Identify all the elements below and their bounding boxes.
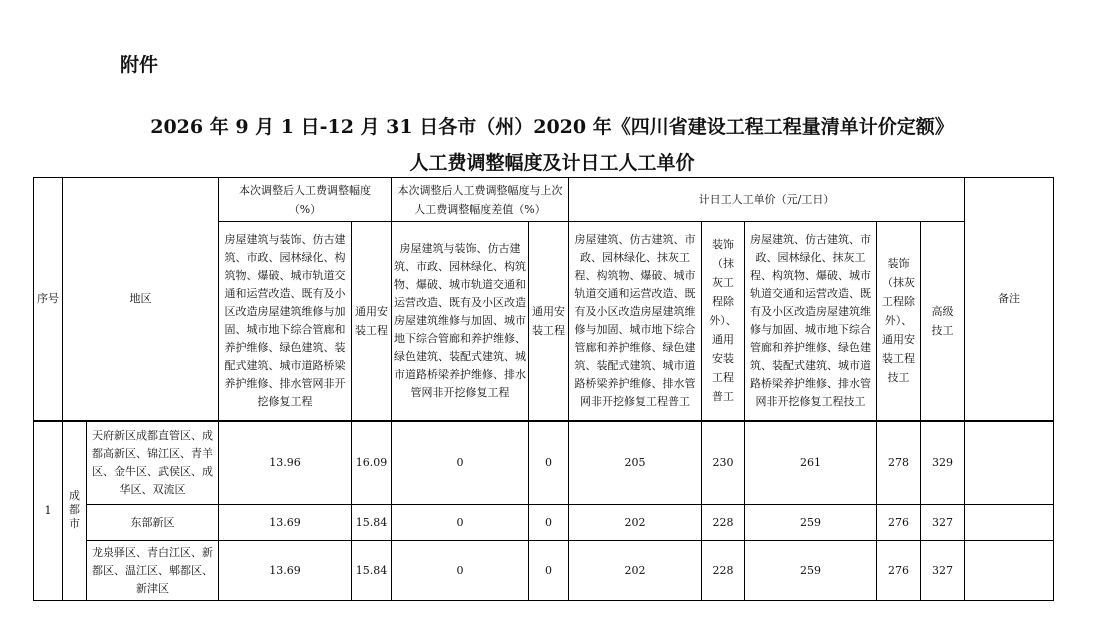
cell-diff-installation: 0 [529,421,569,505]
header-dw-senior-skilled: 高级技工 [921,222,965,421]
cell-dw-skilled: 259 [745,505,877,541]
cell-diff-construction: 0 [392,505,529,541]
cell-adj-construction: 13.96 [219,421,352,505]
cell-dw-decoration-skilled: 276 [877,505,921,541]
cell-dw-general: 205 [569,421,702,505]
cell-remark [965,421,1054,505]
cell-diff-construction: 0 [392,421,529,505]
document-title-line-2: 人工费调整幅度及计日工人工单价 [409,152,695,174]
cell-remark [965,541,1054,601]
cell-dw-senior: 327 [921,505,965,541]
header-adj-construction: 房屋建筑与装饰、仿古建筑、市政、园林绿化、构筑物、爆破、城市轨道交通和运营改造、既有及小区改造房屋建筑维修与加固、城市地下综合管廊和养护维修、绿色建筑、装配式建筑、城市道路桥梁养护维修、排水管网非开挖修复工程 [219,222,352,421]
cell-dw-decoration-general: 228 [702,505,745,541]
header-remark: 备注 [965,178,1054,421]
cell-adj-installation: 15.84 [352,505,392,541]
cell-dw-skilled: 261 [745,421,877,505]
row-seq: 1 [34,421,63,601]
cell-dw-senior: 329 [921,421,965,505]
cell-dw-senior: 327 [921,541,965,601]
cell-dw-skilled: 259 [745,541,877,601]
header-dw-decoration-general: 装饰（抹灰工程除外）、通用安装工程普工 [702,222,745,421]
attachment-label: 附件 [120,54,159,76]
cell-dw-general: 202 [569,505,702,541]
cell-dw-decoration-general: 230 [702,421,745,505]
table-row [34,541,1054,601]
header-difference: 本次调整后人工费调整幅度与上次人工费调整幅度差值（%） [392,178,569,222]
cell-adj-installation: 16.09 [352,421,392,505]
cell-diff-construction: 0 [392,541,529,601]
cell-dw-decoration-skilled: 278 [877,421,921,505]
header-diff-construction: 房屋建筑与装饰、仿古建筑、市政、园林绿化、构筑物、爆破、城市轨道交通和运营改造、既有及小区改造房屋建筑维修与加固、城市地下综合管廊和养护维修、绿色建筑、装配式建筑、城市道路桥梁养护维修、排水管网非开挖修复工程 [392,222,529,421]
cell-adj-construction: 13.69 [219,541,352,601]
header-daywork: 计日工人工单价（元/工日） [569,178,965,222]
labor-price-table [33,177,1054,601]
header-dw-skilled-worker: 房屋建筑、仿古建筑、市政、园林绿化、抹灰工程、构筑物、爆破、城市轨道交通和运营改造、既有及小区改造房屋建筑维修与加固、城市地下综合管廊和养护维修、绿色建筑、装配式建筑、城市道路桥梁养护维修、排水管网非开挖修复工程技工 [745,222,877,421]
header-diff-installation: 通用安装工程 [529,222,569,421]
header-row-1 [34,178,1054,222]
document-title-line-1: 2026 年 9 月 1 日-12 月 31 日各市（州）2020 年《四川省建设工程工程量清单计价定额》 [150,116,954,138]
cell-dw-general: 202 [569,541,702,601]
row-district: 龙泉驿区、青白江区、新都区、温江区、郫都区、新津区 [87,541,219,601]
header-adj-installation: 通用安装工程 [352,222,392,421]
cell-dw-decoration-skilled: 276 [877,541,921,601]
cell-remark [965,505,1054,541]
row-district: 天府新区成都直管区、成都高新区、锦江区、青羊区、金牛区、武侯区、成华区、双流区 [87,421,219,505]
cell-diff-installation: 0 [529,541,569,601]
cell-dw-decoration-general: 228 [702,541,745,601]
row-district: 东部新区 [87,505,219,541]
header-region: 地区 [63,178,219,421]
cell-adj-installation: 15.84 [352,541,392,601]
cell-diff-installation: 0 [529,505,569,541]
cell-adj-construction: 13.69 [219,505,352,541]
row-city: 成都市 [63,421,87,601]
header-dw-decoration-skilled: 装饰（抹灰工程除外）、通用安装工程技工 [877,222,921,421]
table-row [34,421,1054,505]
header-seq: 序号 [34,178,63,421]
header-adjustment: 本次调整后人工费调整幅度（%） [219,178,392,222]
header-dw-general-worker: 房屋建筑、仿古建筑、市政、园林绿化、抹灰工程、构筑物、爆破、城市轨道交通和运营改造、既有及小区改造房屋建筑维修与加固、城市地下综合管廊和养护维修、绿色建筑、装配式建筑、城市道路桥梁养护维修、排水管网非开挖修复工程普工 [569,222,702,421]
table-row [34,505,1054,541]
